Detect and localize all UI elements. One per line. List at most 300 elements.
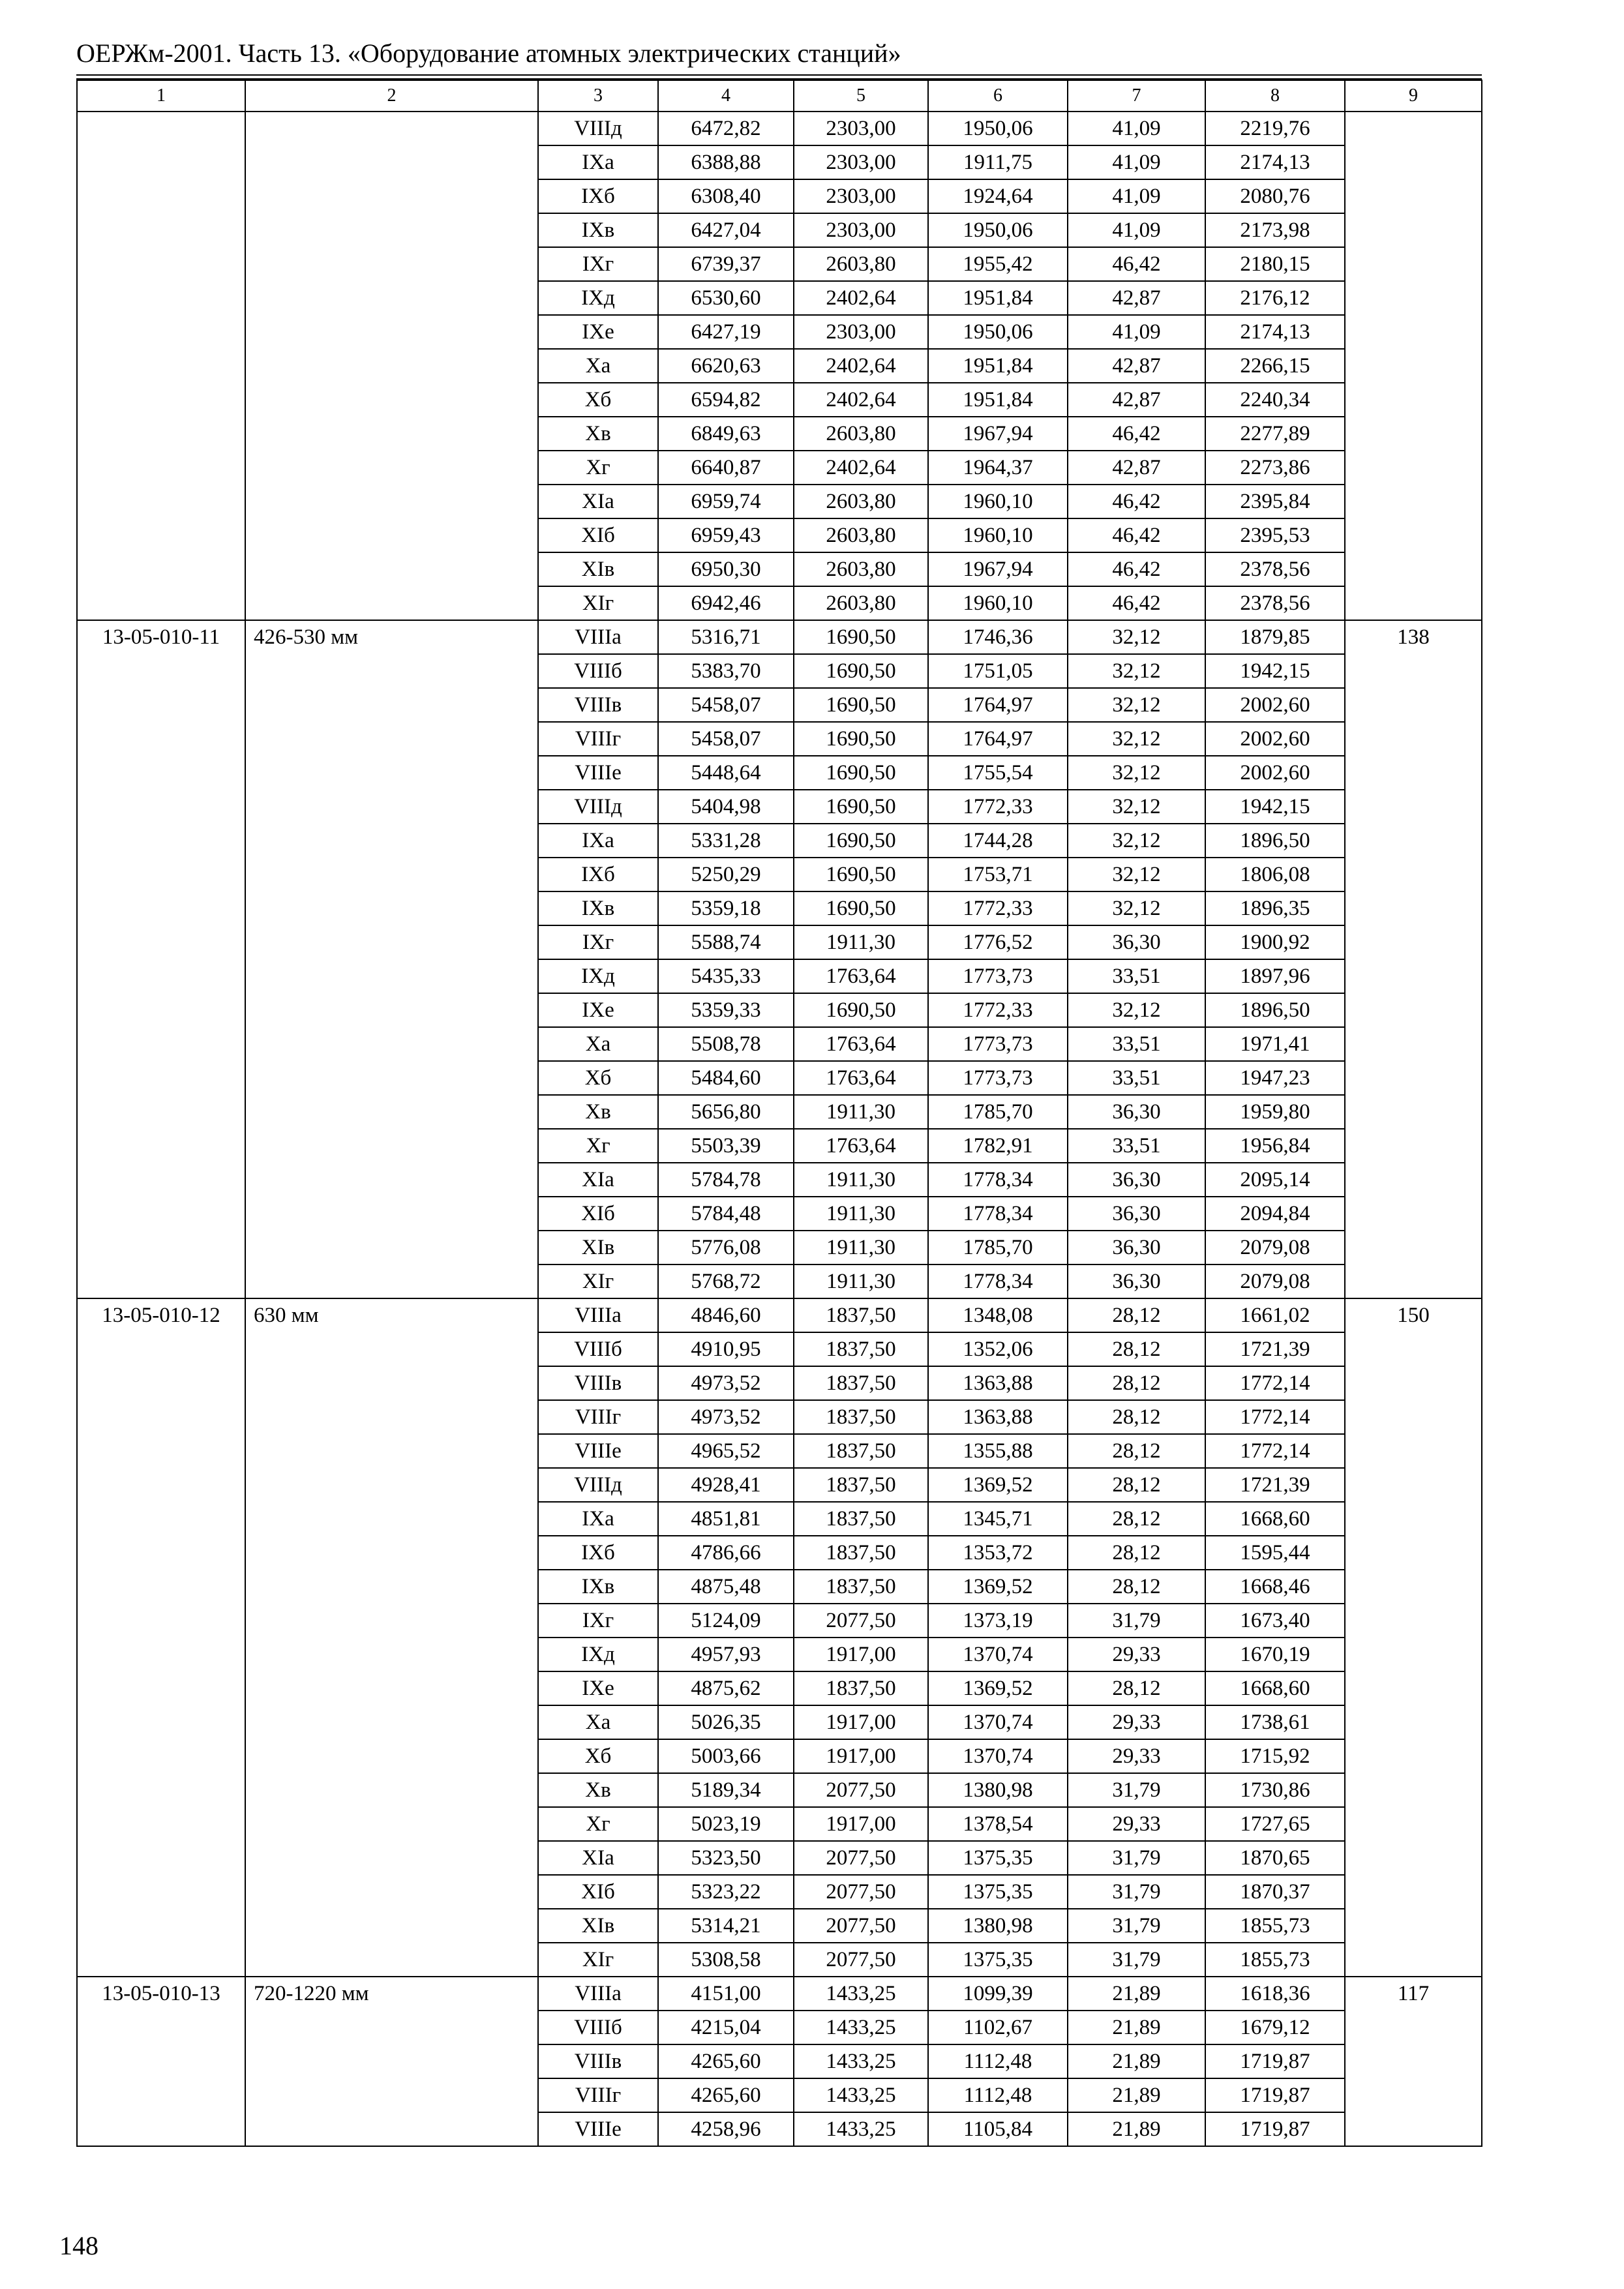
value-cell: 1782,91	[928, 1129, 1068, 1163]
value-cell: 32,12	[1068, 993, 1205, 1027]
value-cell: 1870,65	[1205, 1841, 1345, 1875]
value-cell: 41,09	[1068, 213, 1205, 247]
value-cell: 1951,84	[928, 383, 1068, 417]
value-cell: 32,12	[1068, 620, 1205, 654]
value-cell: 2077,50	[794, 1604, 928, 1638]
value-cell: 1896,35	[1205, 891, 1345, 925]
value-cell: 1947,23	[1205, 1061, 1345, 1095]
value-cell: 1942,15	[1205, 654, 1345, 688]
value-cell: 1855,73	[1205, 1909, 1345, 1943]
value-cell: 1353,72	[928, 1536, 1068, 1570]
value-cell: 1911,30	[794, 1197, 928, 1231]
value-cell: 1744,28	[928, 824, 1068, 858]
value-cell: 1715,92	[1205, 1739, 1345, 1773]
value-cell: 4875,62	[658, 1671, 794, 1705]
value-cell: 2273,86	[1205, 451, 1345, 485]
value-cell: 5316,71	[658, 620, 794, 654]
category-cell: IXг	[538, 925, 658, 959]
value-cell: 1896,50	[1205, 993, 1345, 1027]
value-cell: 1719,87	[1205, 2044, 1345, 2078]
category-cell: IXв	[538, 213, 658, 247]
diameter-cell: 720-1220 мм	[245, 1977, 538, 2146]
value-cell: 42,87	[1068, 281, 1205, 315]
value-cell: 6942,46	[658, 586, 794, 620]
table-row	[77, 1977, 1482, 2011]
value-cell: 31,79	[1068, 1943, 1205, 1977]
value-cell: 2603,80	[794, 586, 928, 620]
value-cell: 28,12	[1068, 1536, 1205, 1570]
value-cell: 6959,43	[658, 518, 794, 552]
value-cell: 42,87	[1068, 383, 1205, 417]
value-cell: 32,12	[1068, 654, 1205, 688]
value-cell: 1352,06	[928, 1332, 1068, 1366]
value-cell: 2079,08	[1205, 1231, 1345, 1264]
value-cell: 1721,39	[1205, 1332, 1345, 1366]
column-header: 1	[77, 80, 245, 112]
value-cell: 4957,93	[658, 1638, 794, 1671]
value-cell: 21,89	[1068, 2044, 1205, 2078]
value-cell: 1773,73	[928, 1027, 1068, 1061]
value-cell: 36,30	[1068, 1095, 1205, 1129]
category-cell: VIIIв	[538, 2044, 658, 2078]
value-cell: 29,33	[1068, 1807, 1205, 1841]
rate-code-cell: 13-05-010-13	[77, 1977, 245, 2146]
value-cell: 2603,80	[794, 552, 928, 586]
value-cell: 1806,08	[1205, 858, 1345, 891]
category-cell: VIIIд	[538, 112, 658, 145]
value-cell: 2077,50	[794, 1841, 928, 1875]
category-cell: IXд	[538, 1638, 658, 1671]
value-cell: 28,12	[1068, 1502, 1205, 1536]
value-cell: 6739,37	[658, 247, 794, 281]
value-cell: 4265,60	[658, 2078, 794, 2112]
value-cell: 2002,60	[1205, 688, 1345, 722]
value-cell: 2402,64	[794, 451, 928, 485]
value-cell: 1618,36	[1205, 1977, 1345, 2011]
value-cell: 2277,89	[1205, 417, 1345, 451]
value-cell: 2077,50	[794, 1875, 928, 1909]
value-cell: 1772,33	[928, 790, 1068, 824]
value-cell: 2174,13	[1205, 315, 1345, 349]
value-cell: 4965,52	[658, 1434, 794, 1468]
value-cell: 2378,56	[1205, 586, 1345, 620]
category-cell: IXд	[538, 281, 658, 315]
value-cell: 1369,52	[928, 1570, 1068, 1604]
value-cell: 32,12	[1068, 891, 1205, 925]
value-cell: 1870,37	[1205, 1875, 1345, 1909]
value-cell: 1773,73	[928, 959, 1068, 993]
value-cell: 1369,52	[928, 1468, 1068, 1502]
value-cell: 1950,06	[928, 213, 1068, 247]
value-cell: 1373,19	[928, 1604, 1068, 1638]
diameter-cell: 426-530 мм	[245, 620, 538, 1298]
value-cell: 1369,52	[928, 1671, 1068, 1705]
value-cell: 1785,70	[928, 1231, 1068, 1264]
value-cell: 5383,70	[658, 654, 794, 688]
value-cell: 4910,95	[658, 1332, 794, 1366]
value-cell: 1690,50	[794, 790, 928, 824]
value-cell: 5250,29	[658, 858, 794, 891]
category-cell: IXб	[538, 179, 658, 213]
value-cell: 2079,08	[1205, 1264, 1345, 1298]
value-cell: 2603,80	[794, 417, 928, 451]
column-header: 9	[1345, 80, 1482, 112]
value-cell: 46,42	[1068, 247, 1205, 281]
value-cell: 32,12	[1068, 790, 1205, 824]
value-cell: 5458,07	[658, 722, 794, 756]
value-cell: 5784,48	[658, 1197, 794, 1231]
value-cell: 2395,53	[1205, 518, 1345, 552]
column-9-cell: 117	[1345, 1977, 1482, 2146]
value-cell: 5026,35	[658, 1705, 794, 1739]
value-cell: 46,42	[1068, 485, 1205, 518]
value-cell: 1380,98	[928, 1909, 1068, 1943]
category-cell: XIв	[538, 1909, 658, 1943]
value-cell: 21,89	[1068, 2112, 1205, 2146]
value-cell: 5359,18	[658, 891, 794, 925]
category-cell: IXа	[538, 824, 658, 858]
category-cell: XIг	[538, 1943, 658, 1977]
value-cell: 1837,50	[794, 1502, 928, 1536]
column-9-cell	[1345, 112, 1482, 620]
category-cell: VIIIа	[538, 1298, 658, 1332]
value-cell: 4875,48	[658, 1570, 794, 1604]
value-cell: 1960,10	[928, 485, 1068, 518]
category-cell: XIв	[538, 1231, 658, 1264]
value-cell: 32,12	[1068, 722, 1205, 756]
value-cell: 5656,80	[658, 1095, 794, 1129]
value-cell: 1690,50	[794, 858, 928, 891]
category-cell: IXг	[538, 247, 658, 281]
value-cell: 1746,36	[928, 620, 1068, 654]
value-cell: 1917,00	[794, 1638, 928, 1671]
value-cell: 1950,06	[928, 315, 1068, 349]
value-cell: 28,12	[1068, 1570, 1205, 1604]
value-cell: 1721,39	[1205, 1468, 1345, 1502]
value-cell: 5435,33	[658, 959, 794, 993]
category-cell: VIIIе	[538, 756, 658, 790]
value-cell: 46,42	[1068, 417, 1205, 451]
value-cell: 2402,64	[794, 349, 928, 383]
column-9-cell: 150	[1345, 1298, 1482, 1977]
value-cell: 5359,33	[658, 993, 794, 1027]
category-cell: VIIIа	[538, 620, 658, 654]
category-cell: VIIIв	[538, 1366, 658, 1400]
value-cell: 1690,50	[794, 993, 928, 1027]
value-cell: 1778,34	[928, 1264, 1068, 1298]
category-cell: Xа	[538, 1027, 658, 1061]
value-cell: 4258,96	[658, 2112, 794, 2146]
value-cell: 2080,76	[1205, 179, 1345, 213]
column-header: 6	[928, 80, 1068, 112]
value-cell: 1837,50	[794, 1468, 928, 1502]
category-cell: IXе	[538, 993, 658, 1027]
value-cell: 1763,64	[794, 959, 928, 993]
value-cell: 1837,50	[794, 1298, 928, 1332]
value-cell: 4151,00	[658, 1977, 794, 2011]
value-cell: 1375,35	[928, 1875, 1068, 1909]
value-cell: 1967,94	[928, 552, 1068, 586]
category-cell: XIб	[538, 1875, 658, 1909]
value-cell: 1378,54	[928, 1807, 1068, 1841]
value-cell: 2180,15	[1205, 247, 1345, 281]
value-cell: 1917,00	[794, 1739, 928, 1773]
value-cell: 1772,14	[1205, 1434, 1345, 1468]
value-cell: 5776,08	[658, 1231, 794, 1264]
value-cell: 1345,71	[928, 1502, 1068, 1536]
value-cell: 1785,70	[928, 1095, 1068, 1129]
value-cell: 1433,25	[794, 2011, 928, 2044]
category-cell: IXв	[538, 1570, 658, 1604]
value-cell: 46,42	[1068, 552, 1205, 586]
rate-code-cell: 13-05-010-11	[77, 620, 245, 1298]
value-cell: 2303,00	[794, 315, 928, 349]
value-cell: 1730,86	[1205, 1773, 1345, 1807]
value-cell: 1951,84	[928, 281, 1068, 315]
value-cell: 2240,34	[1205, 383, 1345, 417]
value-cell: 29,33	[1068, 1705, 1205, 1739]
value-cell: 1105,84	[928, 2112, 1068, 2146]
value-cell: 2219,76	[1205, 112, 1345, 145]
value-cell: 28,12	[1068, 1671, 1205, 1705]
rate-code-cell	[77, 112, 245, 620]
category-cell: XIб	[538, 518, 658, 552]
value-cell: 1967,94	[928, 417, 1068, 451]
value-cell: 4928,41	[658, 1468, 794, 1502]
value-cell: 1690,50	[794, 722, 928, 756]
value-cell: 2303,00	[794, 112, 928, 145]
value-cell: 1719,87	[1205, 2078, 1345, 2112]
value-cell: 2378,56	[1205, 552, 1345, 586]
value-cell: 1738,61	[1205, 1705, 1345, 1739]
category-cell: IXе	[538, 315, 658, 349]
value-cell: 4973,52	[658, 1366, 794, 1400]
value-cell: 31,79	[1068, 1875, 1205, 1909]
category-cell: Xг	[538, 1129, 658, 1163]
value-cell: 5323,22	[658, 1875, 794, 1909]
value-cell: 29,33	[1068, 1638, 1205, 1671]
value-cell: 1773,73	[928, 1061, 1068, 1095]
value-cell: 1363,88	[928, 1400, 1068, 1434]
value-cell: 1772,14	[1205, 1400, 1345, 1434]
category-cell: Xв	[538, 1095, 658, 1129]
category-cell: IXа	[538, 1502, 658, 1536]
value-cell: 1837,50	[794, 1536, 928, 1570]
value-cell: 1348,08	[928, 1298, 1068, 1332]
value-cell: 2094,84	[1205, 1197, 1345, 1231]
value-cell: 6308,40	[658, 179, 794, 213]
value-cell: 6472,82	[658, 112, 794, 145]
category-cell: VIIIг	[538, 1400, 658, 1434]
value-cell: 46,42	[1068, 518, 1205, 552]
category-cell: IXг	[538, 1604, 658, 1638]
value-cell: 1363,88	[928, 1366, 1068, 1400]
category-cell: XIг	[538, 586, 658, 620]
value-cell: 1764,97	[928, 722, 1068, 756]
value-cell: 1112,48	[928, 2044, 1068, 2078]
column-header: 4	[658, 80, 794, 112]
value-cell: 6530,60	[658, 281, 794, 315]
value-cell: 6640,87	[658, 451, 794, 485]
value-cell: 1924,64	[928, 179, 1068, 213]
page-number: 148	[59, 2231, 98, 2260]
value-cell: 29,33	[1068, 1739, 1205, 1773]
value-cell: 33,51	[1068, 1061, 1205, 1095]
column-header: 2	[245, 80, 538, 112]
value-cell: 1837,50	[794, 1434, 928, 1468]
value-cell: 1668,60	[1205, 1502, 1345, 1536]
value-cell: 5404,98	[658, 790, 794, 824]
value-cell: 1879,85	[1205, 620, 1345, 654]
value-cell: 5458,07	[658, 688, 794, 722]
value-cell: 1375,35	[928, 1841, 1068, 1875]
category-cell: Xб	[538, 383, 658, 417]
value-cell: 1778,34	[928, 1163, 1068, 1197]
value-cell: 2174,13	[1205, 145, 1345, 179]
value-cell: 1959,80	[1205, 1095, 1345, 1129]
value-cell: 31,79	[1068, 1909, 1205, 1943]
value-cell: 2303,00	[794, 179, 928, 213]
value-cell: 1837,50	[794, 1366, 928, 1400]
value-cell: 1595,44	[1205, 1536, 1345, 1570]
value-cell: 1855,73	[1205, 1943, 1345, 1977]
value-cell: 1370,74	[928, 1638, 1068, 1671]
value-cell: 2266,15	[1205, 349, 1345, 383]
value-cell: 28,12	[1068, 1400, 1205, 1434]
value-cell: 4215,04	[658, 2011, 794, 2044]
value-cell: 1942,15	[1205, 790, 1345, 824]
value-cell: 5768,72	[658, 1264, 794, 1298]
value-cell: 6620,63	[658, 349, 794, 383]
value-cell: 5784,78	[658, 1163, 794, 1197]
value-cell: 21,89	[1068, 2078, 1205, 2112]
value-cell: 2402,64	[794, 383, 928, 417]
table-row	[77, 620, 1482, 654]
value-cell: 6427,04	[658, 213, 794, 247]
value-cell: 5588,74	[658, 925, 794, 959]
category-cell: IXе	[538, 1671, 658, 1705]
value-cell: 2402,64	[794, 281, 928, 315]
value-cell: 31,79	[1068, 1604, 1205, 1638]
value-cell: 1679,12	[1205, 2011, 1345, 2044]
value-cell: 1897,96	[1205, 959, 1345, 993]
value-cell: 2395,84	[1205, 485, 1345, 518]
value-cell: 33,51	[1068, 1129, 1205, 1163]
value-cell: 42,87	[1068, 349, 1205, 383]
value-cell: 1668,60	[1205, 1671, 1345, 1705]
value-cell: 1911,75	[928, 145, 1068, 179]
diameter-cell: 630 мм	[245, 1298, 538, 1977]
value-cell: 1380,98	[928, 1773, 1068, 1807]
column-9-cell: 138	[1345, 620, 1482, 1298]
value-cell: 2077,50	[794, 1943, 928, 1977]
value-cell: 36,30	[1068, 1163, 1205, 1197]
value-cell: 31,79	[1068, 1841, 1205, 1875]
value-cell: 1896,50	[1205, 824, 1345, 858]
table-body	[77, 112, 1482, 2146]
value-cell: 1433,25	[794, 2044, 928, 2078]
value-cell: 5508,78	[658, 1027, 794, 1061]
value-cell: 1375,35	[928, 1943, 1068, 1977]
column-header: 3	[538, 80, 658, 112]
value-cell: 1727,65	[1205, 1807, 1345, 1841]
value-cell: 33,51	[1068, 1027, 1205, 1061]
value-cell: 1778,34	[928, 1197, 1068, 1231]
value-cell: 1433,25	[794, 2078, 928, 2112]
category-cell: Xб	[538, 1061, 658, 1095]
value-cell: 1370,74	[928, 1739, 1068, 1773]
value-cell: 2077,50	[794, 1773, 928, 1807]
value-cell: 2603,80	[794, 518, 928, 552]
value-cell: 2603,80	[794, 247, 928, 281]
value-cell: 6427,19	[658, 315, 794, 349]
value-cell: 31,79	[1068, 1773, 1205, 1807]
value-cell: 41,09	[1068, 315, 1205, 349]
value-cell: 4973,52	[658, 1400, 794, 1434]
value-cell: 4265,60	[658, 2044, 794, 2078]
value-cell: 2303,00	[794, 145, 928, 179]
value-cell: 4851,81	[658, 1502, 794, 1536]
value-cell: 41,09	[1068, 179, 1205, 213]
value-cell: 1668,46	[1205, 1570, 1345, 1604]
value-cell: 1102,67	[928, 2011, 1068, 2044]
value-cell: 5003,66	[658, 1739, 794, 1773]
value-cell: 6959,74	[658, 485, 794, 518]
value-cell: 1661,02	[1205, 1298, 1345, 1332]
value-cell: 21,89	[1068, 1977, 1205, 2011]
category-cell: VIIIд	[538, 1468, 658, 1502]
value-cell: 2173,98	[1205, 213, 1345, 247]
value-cell: 5331,28	[658, 824, 794, 858]
value-cell: 1433,25	[794, 1977, 928, 2011]
value-cell: 1950,06	[928, 112, 1068, 145]
value-cell: 1960,10	[928, 518, 1068, 552]
value-cell: 1772,14	[1205, 1366, 1345, 1400]
value-cell: 28,12	[1068, 1468, 1205, 1502]
value-cell: 1955,42	[928, 247, 1068, 281]
value-cell: 1751,05	[928, 654, 1068, 688]
category-cell: XIа	[538, 485, 658, 518]
column-header: 5	[794, 80, 928, 112]
category-cell: XIа	[538, 1841, 658, 1875]
category-cell: IXа	[538, 145, 658, 179]
category-cell: XIв	[538, 552, 658, 586]
category-cell: Xг	[538, 451, 658, 485]
page-title: ОЕРЖм-2001. Часть 13. «Оборудование атомных электрических станций»	[76, 38, 901, 68]
category-cell: IXб	[538, 858, 658, 891]
value-cell: 36,30	[1068, 1197, 1205, 1231]
value-cell: 2603,80	[794, 485, 928, 518]
category-cell: Xа	[538, 349, 658, 383]
value-cell: 1673,40	[1205, 1604, 1345, 1638]
value-cell: 5124,09	[658, 1604, 794, 1638]
value-cell: 1900,92	[1205, 925, 1345, 959]
value-cell: 6849,63	[658, 417, 794, 451]
value-cell: 1763,64	[794, 1061, 928, 1095]
page-header	[76, 37, 1482, 80]
value-cell: 1956,84	[1205, 1129, 1345, 1163]
value-cell: 32,12	[1068, 756, 1205, 790]
header-double-rule	[76, 74, 1482, 80]
value-cell: 5189,34	[658, 1773, 794, 1807]
value-cell: 1911,30	[794, 1095, 928, 1129]
category-cell: VIIIа	[538, 1977, 658, 2011]
value-cell: 1690,50	[794, 620, 928, 654]
value-cell: 32,12	[1068, 688, 1205, 722]
value-cell: 28,12	[1068, 1434, 1205, 1468]
value-cell: 1670,19	[1205, 1638, 1345, 1671]
value-cell: 1911,30	[794, 1231, 928, 1264]
